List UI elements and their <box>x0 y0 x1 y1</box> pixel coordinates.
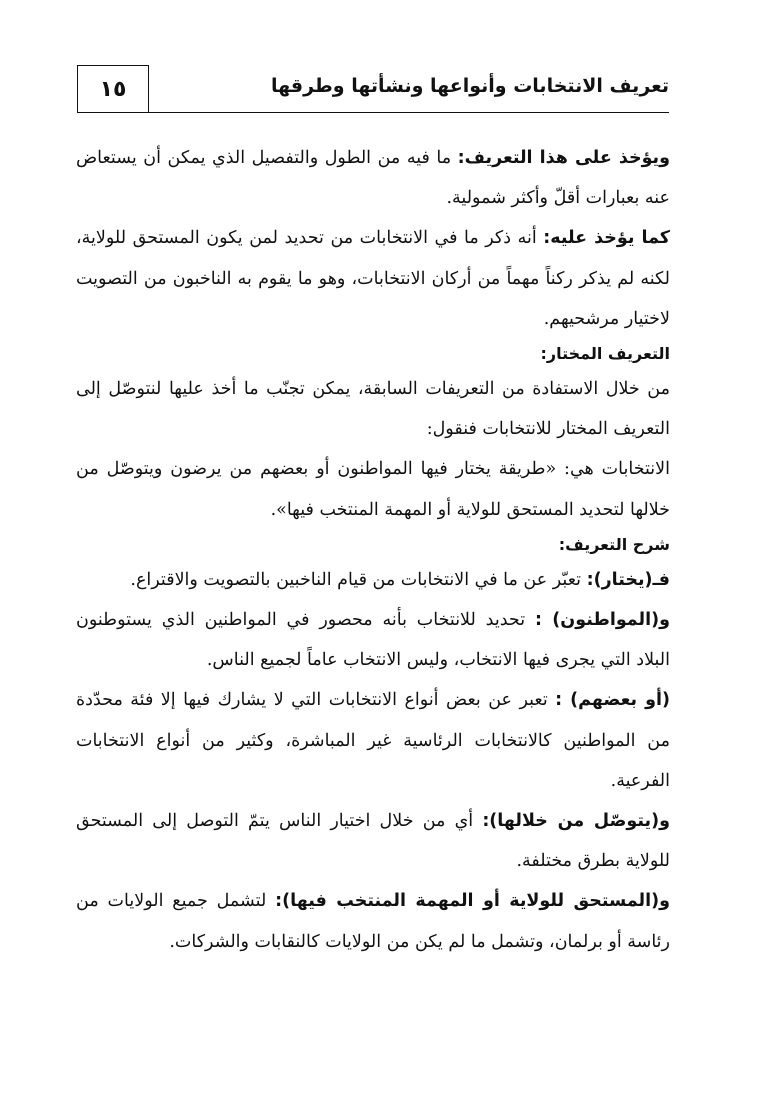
paragraph-explain-some <box>76 680 670 801</box>
paragraph-text: الانتخابات هي: «طريقة يختار فيها المواطنون أو بعضهم من يرضون ويتوصّل من خلالها لتحديد المستحق للولاية أو المهمة المنتخب فيها». <box>76 459 670 520</box>
paragraph-lead: فـ(يختار): <box>586 569 670 590</box>
page-number: ١٥ <box>99 76 127 102</box>
paragraph-explain-citizens <box>76 600 670 680</box>
paragraph-intro-definition <box>76 369 670 449</box>
paragraph-text: أي من خلال اختيار الناس يتمّ التوصل إلى المستحق للولاية بطرق مختلفة. <box>76 811 670 872</box>
paragraph-text: تحديد للانتخاب بأنه محصور في المواطنين الذي يستوطنون البلاد التي يجرى فيها الانتخاب، وليس الانتخاب عاماً لجميع الناس. <box>76 610 670 671</box>
paragraph-text: من خلال الاستفادة من التعريفات السابقة، يمكن تجنّب ما أخذ عليها لنتوصّل إلى التعريف المختار للانتخابات فنقول: <box>76 379 670 440</box>
paragraph-lead: ويؤخذ على هذا التعريف: <box>457 148 670 168</box>
paragraph-lead: و(يتوصّل من خلالها): <box>482 811 670 832</box>
header-rule <box>77 112 669 113</box>
page-number-box <box>77 65 149 113</box>
paragraph-text: تعبر عن بعض أنواع الانتخابات التي لا يشارك فيها إلا فئة محدّدة من المواطنين كالانتخابات الرئاسية غير المباشرة، وكثير من أنواع الانتخابات الفرعية. <box>76 690 670 791</box>
paragraph-text: ما فيه من الطول والتفصيل الذي يمكن أن يستعاض عنه بعبارات أقلّ وأكثر شمولية. <box>76 148 670 209</box>
page-header <box>77 65 669 119</box>
paragraph-explain-entitled <box>76 881 670 961</box>
paragraph-explain-choose <box>76 560 670 600</box>
paragraph-critique-length <box>76 138 670 218</box>
paragraph-explain-reach <box>76 801 670 881</box>
paragraph-definition <box>76 449 670 529</box>
paragraph-lead: و(المستحق للولاية أو المهمة المنتخب فيها): <box>275 891 671 912</box>
body-text <box>76 138 670 962</box>
paragraph-text: أنه ذكر ما في الانتخابات من تحديد لمن يكون المستحق للولاية، لكنه لم يذكر ركناً مهماً من أركان الانتخابات، وهو ما يقوم به الناخبون من التصويت لاختيار مرشحيهم. <box>76 228 670 329</box>
running-title: تعريف الانتخابات وأنواعها ونشأتها وطرقها <box>270 75 669 97</box>
section-heading-chosen-definition: التعريف المختار: <box>540 344 670 364</box>
paragraph-lead: (أو بعضهم) : <box>555 690 670 711</box>
paragraph-critique-omission <box>76 218 670 339</box>
paragraph-lead: كما يؤخذ عليه: <box>543 228 670 249</box>
paragraph-text: لتشمل جميع الولايات من رئاسة أو برلمان، وتشمل ما لم يكن من الولايات كالنقابات والشركات. <box>76 891 670 952</box>
paragraph-lead: و(المواطنون) : <box>534 610 670 631</box>
paragraph-text: تعبّر عن ما في الانتخابات من قيام الناخبين بالتصويت والاقتراع. <box>130 569 587 590</box>
section-heading-explanation: شرح التعريف: <box>558 534 670 554</box>
